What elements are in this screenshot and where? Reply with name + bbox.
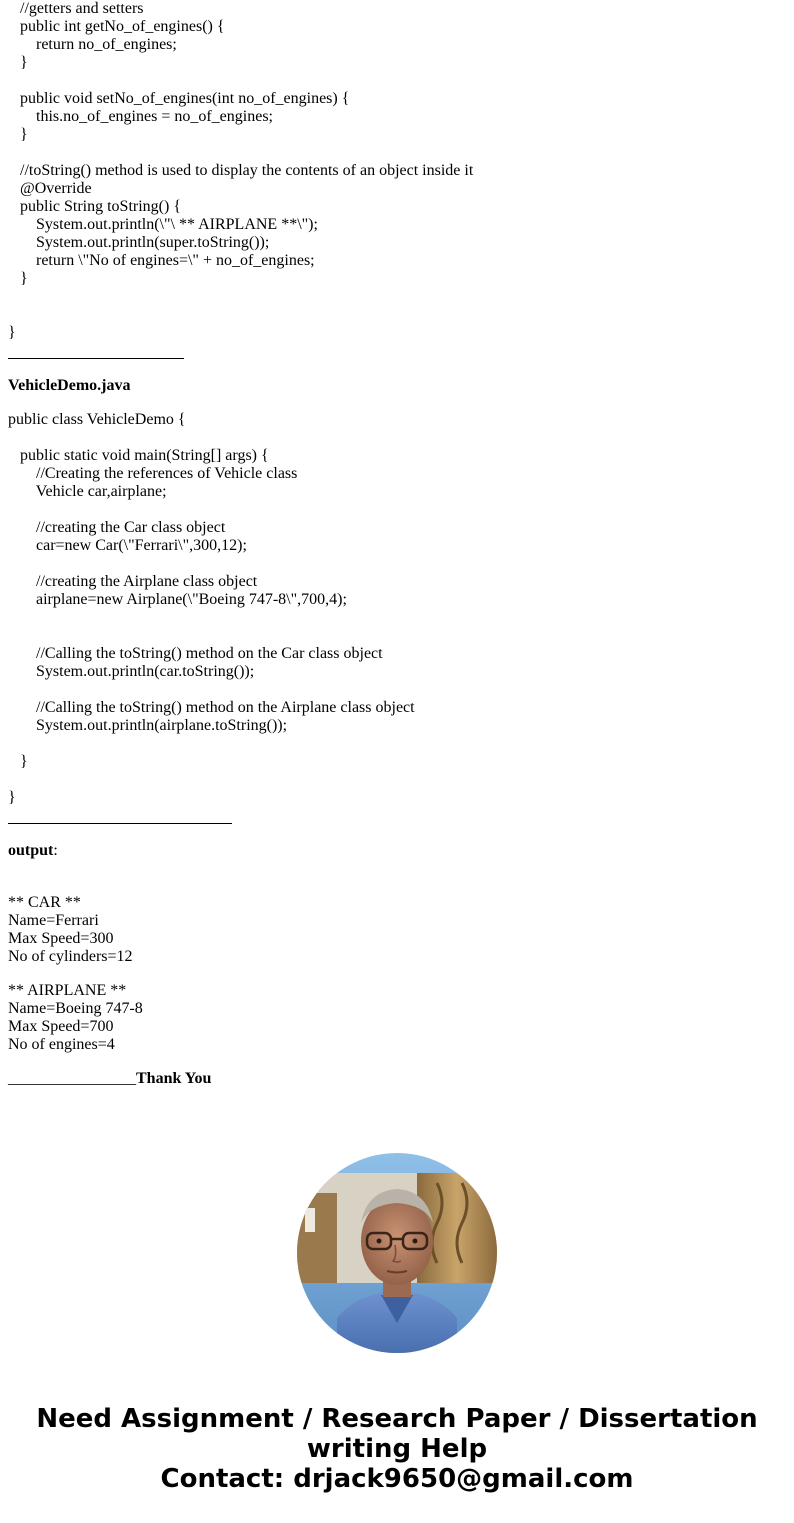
code-line: Vehicle car,airplane; bbox=[8, 483, 167, 500]
promo-line-2: writing Help bbox=[306, 1434, 488, 1464]
code-line bbox=[8, 306, 788, 324]
code-line: } bbox=[8, 789, 16, 806]
code-line bbox=[8, 144, 788, 162]
output-line: Max Speed=700 bbox=[8, 1018, 114, 1035]
vehicle-demo-code bbox=[8, 429, 788, 807]
thank-you-text: Thank You bbox=[136, 1070, 212, 1087]
thank-you-underscores: ________________ bbox=[8, 1070, 136, 1087]
code-line: System.out.println(super.toString()); bbox=[8, 234, 270, 251]
author-avatar bbox=[297, 1153, 497, 1353]
output-line: ** AIRPLANE ** bbox=[8, 982, 127, 999]
output-line: No of cylinders=12 bbox=[8, 948, 133, 965]
code-line: } bbox=[8, 753, 28, 770]
code-line bbox=[8, 771, 788, 789]
code-line bbox=[8, 681, 788, 699]
code-line: return \"No of engines=\" + no_of_engines; bbox=[8, 252, 315, 269]
output-line: ** CAR ** bbox=[8, 894, 81, 911]
avatar-portrait bbox=[297, 1153, 497, 1353]
code-line: @Override bbox=[8, 180, 92, 197]
code-line bbox=[8, 429, 788, 447]
document-body bbox=[8, 0, 788, 1088]
code-line: } bbox=[8, 270, 28, 287]
output-label: output bbox=[8, 842, 54, 859]
code-line bbox=[8, 627, 788, 645]
code-line: car=new Car(\"Ferrari\",300,12); bbox=[8, 537, 247, 554]
code-line: System.out.println(car.toString()); bbox=[8, 663, 255, 680]
promo-line-1: Need Assignment / Research Paper / Dissertation bbox=[36, 1404, 758, 1434]
output-line: Name=Boeing 747-8 bbox=[8, 1000, 143, 1017]
output-line: Name=Ferrari bbox=[8, 912, 99, 929]
code-line: } bbox=[8, 54, 28, 71]
code-line: //toString() method is used to display the contents of an object inside it bbox=[8, 162, 474, 179]
code-line: System.out.println(airplane.toString()); bbox=[8, 717, 288, 734]
output-colon: : bbox=[53, 842, 58, 859]
output-heading bbox=[8, 842, 788, 860]
airplane-output bbox=[8, 982, 788, 1054]
code-line: public void setNo_of_engines(int no_of_engines) { bbox=[8, 90, 350, 107]
code-line: public static void main(String[] args) { bbox=[8, 447, 269, 464]
code-line: //creating the Airplane class object bbox=[8, 573, 258, 590]
contact-line: Contact: drjack9650@gmail.com bbox=[160, 1464, 634, 1494]
code-line: this.no_of_engines = no_of_engines; bbox=[8, 108, 273, 125]
code-line: } bbox=[8, 126, 28, 143]
airplane-code-tail bbox=[8, 0, 788, 342]
output-line: Max Speed=300 bbox=[8, 930, 114, 947]
promo-footer bbox=[0, 1404, 794, 1494]
code-line: airplane=new Airplane(\"Boeing 747-8\",700,4); bbox=[8, 591, 347, 608]
code-line: public class VehicleDemo { bbox=[8, 411, 186, 428]
code-line: //Calling the toString() method on the Airplane class object bbox=[8, 699, 415, 716]
thank-you-line bbox=[8, 1070, 788, 1088]
code-line: public int getNo_of_engines() { bbox=[8, 18, 225, 35]
code-line bbox=[8, 609, 788, 627]
code-line: //Creating the references of Vehicle class bbox=[8, 465, 298, 482]
code-line: System.out.println(\"\ ** AIRPLANE **\"); bbox=[8, 216, 318, 233]
output-line: No of engines=4 bbox=[8, 1036, 115, 1053]
code-line bbox=[8, 501, 788, 519]
code-line bbox=[8, 735, 788, 753]
code-line: //creating the Car class object bbox=[8, 519, 226, 536]
code-line bbox=[8, 555, 788, 573]
code-line: public String toString() { bbox=[8, 198, 182, 215]
code-line: //getters and setters bbox=[8, 0, 144, 17]
code-line: //Calling the toString() method on the Car class object bbox=[8, 645, 383, 662]
car-output bbox=[8, 894, 788, 966]
file-heading: VehicleDemo.java bbox=[8, 377, 131, 394]
code-line: } bbox=[8, 324, 16, 341]
code-line bbox=[8, 288, 788, 306]
code-line bbox=[8, 72, 788, 90]
code-line: return no_of_engines; bbox=[8, 36, 177, 53]
